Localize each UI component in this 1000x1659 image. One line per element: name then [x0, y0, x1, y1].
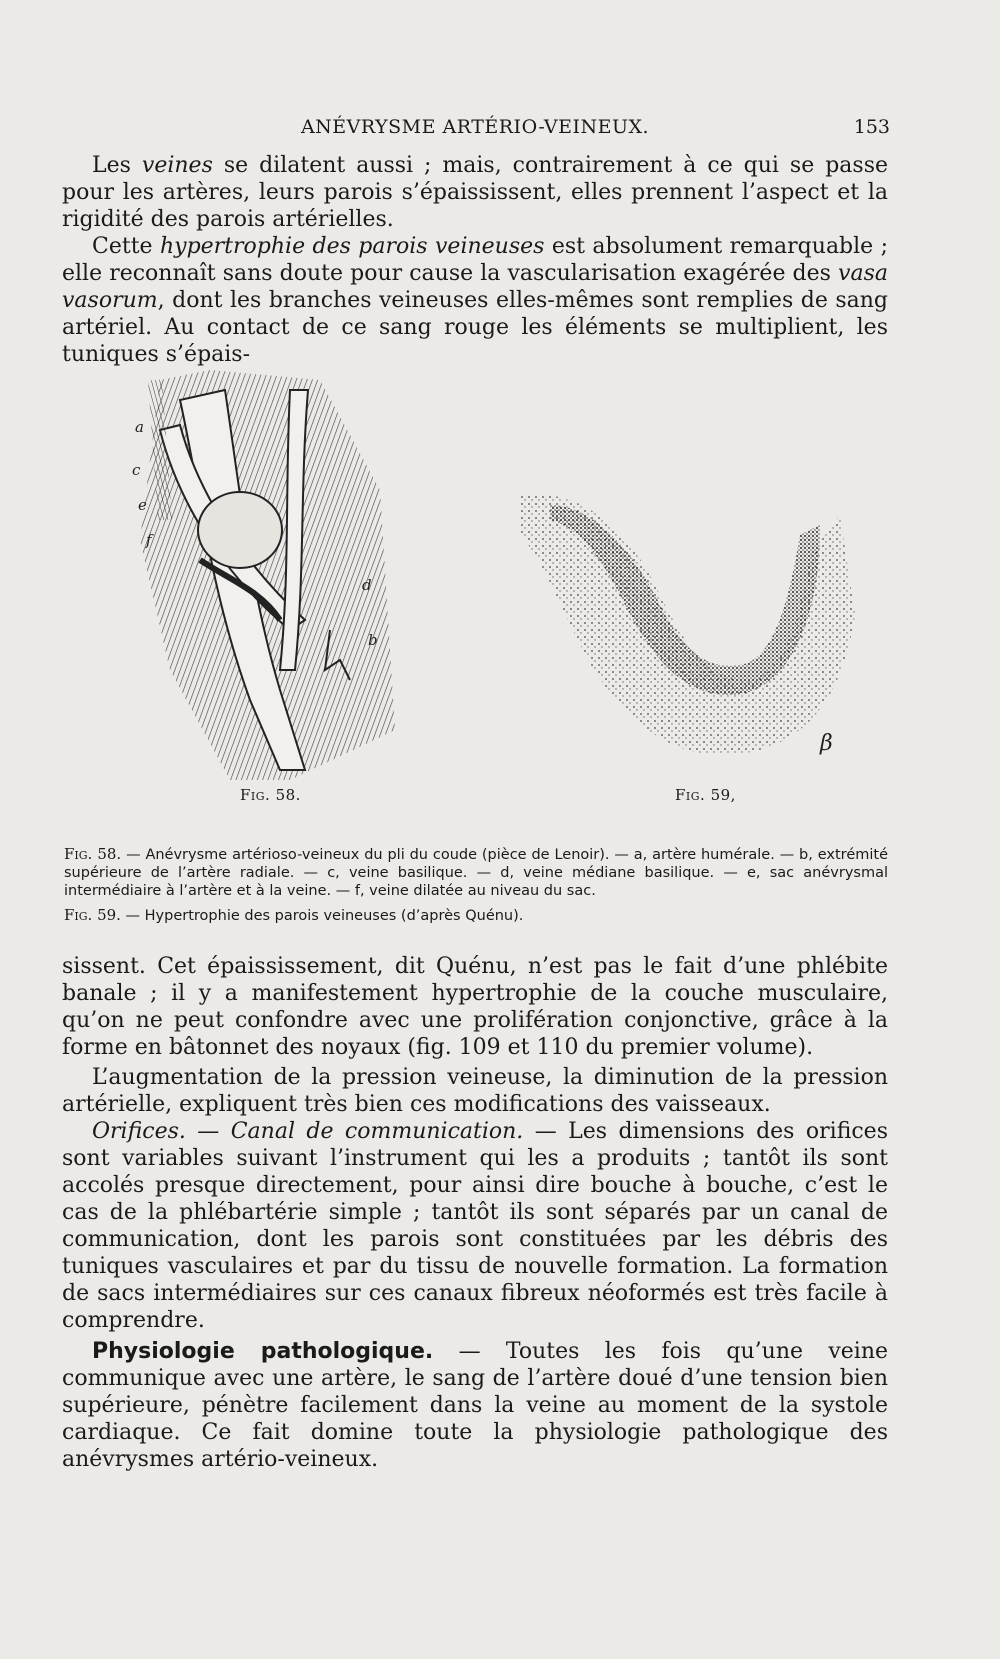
label-e: e: [138, 496, 147, 514]
paragraph-physiologie: [62, 1338, 888, 1473]
fig-59-label: Fig. 59,: [675, 786, 736, 804]
fig-58-label: Fig. 58.: [240, 786, 301, 804]
running-title: ANÉVRYSME ARTÉRIO-VEINEUX.: [300, 116, 650, 138]
physiologie-heading: Physiologie pathologique.: [92, 1339, 434, 1364]
caption-fig-58: [64, 845, 888, 900]
label-beta: β: [820, 731, 833, 756]
text-run: , dont les branches veineuses elles-mêmes sont remplies de sang artériel. Au contact de ce sang rouge les éléments se multiplient, les tuniques s’épais-: [62, 288, 888, 367]
text-run: Les: [92, 153, 142, 178]
emphasis-hypertrophie: hypertrophie des parois veineuses: [159, 234, 545, 259]
text-run: — Les dimensions des orifices sont variables suivant l’instrument qui les a produits ; tantôt ils sont accolés presque directement, pour ainsi dire bouche à bouche, c’est le cas de la phlébartérie simple ; tantôt ils sont séparés par un canal de communication, dont les parois sont constituées par les débris des tuniques vasculaires et par du tissu de nouvelle formation. La formation de sacs intermédiaires sur ces canaux fibreux néoformés est très facile à comprendre.: [62, 1119, 888, 1333]
text-run: est absolument remarquable ; elle reconnaît sans doute pour cause la vascularisation exagérée des: [62, 234, 889, 286]
caption-fig-58-number: Fig. 58.: [64, 845, 122, 863]
page-header: [60, 116, 890, 146]
text-run: — Toutes les fois qu’une veine communique avec une artère, le sang de l’artère doué d’une tension bien supérieure, pénètre facilement dans la veine au moment de la systole cardiaque. Ce fait domine toute la physiologie pathologique des anévrysmes artério-veineux.: [62, 1339, 889, 1472]
figure-block: [132, 370, 900, 810]
caption-fig-59-number: Fig. 59.: [64, 906, 121, 924]
text-run: Cette: [92, 234, 160, 259]
paragraph-veines: [62, 152, 888, 233]
label-f: f: [146, 531, 152, 549]
paragraph-pression: L’augmentation de la pression veineuse, la diminution de la pression artérielle, expliquent très bien ces modifications des vaisseaux.: [62, 1065, 888, 1117]
figure-59-engraving: [520, 495, 860, 775]
caption-fig-58-text: — Anévrysme artérioso-veineux du pli du coude (pièce de Lenoir). — a, artère humérale. — b, extrémité supérieure de l’artère radiale. — c, veine basilique. — d, veine médiane basilique. — e, sac anévrysmal intermédiaire à l’artère et à la veine. — f, veine dilatée au niveau du sac.: [64, 847, 888, 899]
orifices-heading: Orifices. — Canal de communication.: [92, 1119, 524, 1144]
text-run: se dilatent aussi ; mais, contrairement à ce qui se passe pour les artères, leurs parois s’épaississent, elles prennent l’aspect et la rigidité des parois artérielles.: [62, 153, 888, 232]
paragraph-epaississement: sissent. Cet épaississement, dit Quénu, n’est pas le fait d’une phlébite banale ; il y a manifestement hypertrophie de la couche musculaire, qu’on ne peut confondre avec une prolifération conjonctive, grâce à la forme en bâtonnet des noyaux (fig. 109 et 110 du premier volume).: [62, 954, 888, 1060]
figure-58-engraving: [132, 370, 400, 790]
paragraph-orifices: [62, 1118, 888, 1334]
caption-fig-59: [64, 906, 888, 925]
label-d: d: [362, 576, 372, 594]
paragraph-hypertrophie: [62, 233, 888, 368]
caption-fig-59-text: — Hypertrophie des parois veineuses (d’après Quénu).: [120, 908, 524, 924]
emphasis-veines: veines: [141, 153, 213, 178]
label-b: b: [368, 631, 378, 649]
label-a: a: [135, 418, 144, 436]
label-c: c: [132, 461, 141, 479]
emphasis-vasa-vasorum: vasa vasorum: [62, 261, 888, 313]
page-number: 153: [853, 116, 890, 138]
